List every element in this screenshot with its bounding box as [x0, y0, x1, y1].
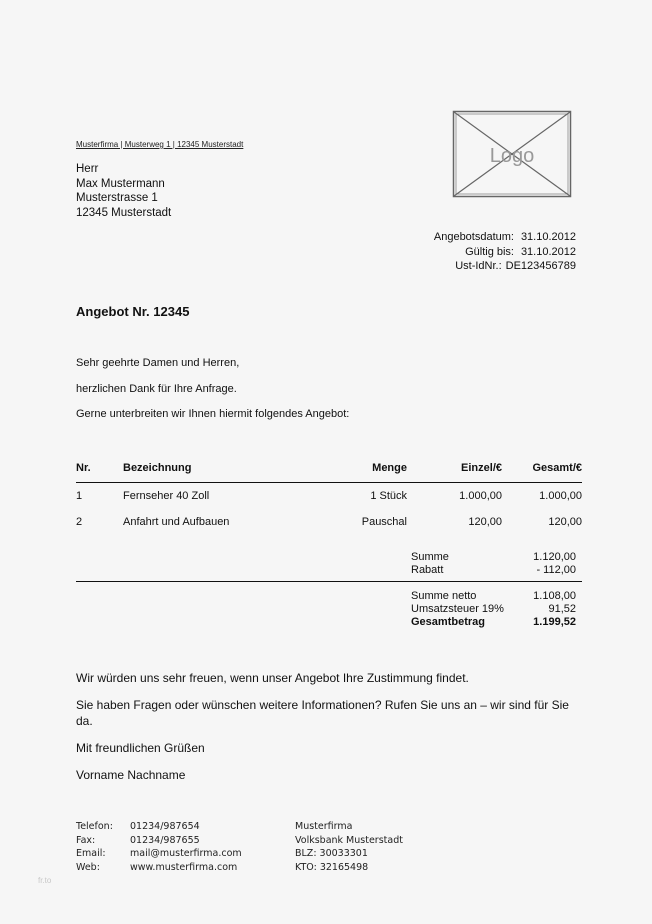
- sum-value: 1.120,00: [533, 551, 576, 563]
- col-bezeichnung: Bezeichnung: [123, 460, 303, 483]
- footer-web-value: www.musterfirma.com: [130, 861, 238, 873]
- footer-email-value: mail@musterfirma.com: [130, 848, 242, 859]
- meta-date-label: Angebotsdatum:: [433, 231, 514, 243]
- footer-blz: BLZ: 30033301: [295, 848, 368, 859]
- footer-fax-label: Fax:: [76, 834, 96, 846]
- recipient-salutation: Herr: [76, 163, 99, 175]
- sum-divider: [76, 581, 582, 582]
- recipient-address: [76, 162, 171, 220]
- sum-label: Summe: [411, 551, 449, 563]
- row-einzel: 1.000,00: [459, 490, 502, 502]
- sender-line: Musterfirma | Musterweg 1 | 12345 Musterstadt: [76, 140, 244, 149]
- document-title: Angebot Nr. 12345: [76, 304, 190, 319]
- col-menge: Menge: [303, 460, 407, 483]
- meta-valid-label: Gültig bis:: [465, 245, 514, 258]
- logo-placeholder: [452, 110, 572, 198]
- row-nr: 2: [76, 516, 83, 528]
- row-gesamt: 120,00: [548, 516, 582, 528]
- footer-email: [76, 847, 242, 861]
- intro-offer: Gerne unterbreiten wir Ihnen hiermit folgendes Angebot:: [76, 408, 350, 420]
- sum-row: [411, 551, 576, 564]
- closing-line-2: Sie haben Fragen oder wünschen weitere Informationen? Rufen Sie uns an – wir sind für Sie: [76, 698, 569, 712]
- total-block: [411, 590, 576, 629]
- footer-web: [76, 861, 242, 875]
- net-value: 1.108,00: [533, 590, 576, 602]
- meta-valid-value: 31.10.2012: [520, 245, 576, 258]
- row-menge: 1 Stück: [370, 490, 407, 502]
- intro-salutation: Sehr geehrte Damen und Herren,: [76, 357, 240, 369]
- footer-phone: [76, 820, 242, 834]
- footer-bank: [295, 820, 403, 874]
- vat-value: 91,52: [548, 603, 576, 615]
- meta-vat-value: DE123456789: [505, 260, 576, 272]
- meta-valid: [400, 245, 576, 260]
- recipient-city: 12345 Musterstadt: [76, 206, 172, 219]
- table-row: [76, 483, 582, 510]
- col-einzel: Einzel/€: [407, 460, 502, 483]
- row-nr: 1: [76, 490, 83, 502]
- signature-name: Vorname Nachname: [76, 768, 186, 782]
- meta-date-value: 31.10.2012: [520, 231, 576, 243]
- discount-value: - 112,00: [536, 564, 576, 576]
- footer-phone-value: 01234/987654: [130, 821, 200, 832]
- row-bezeichnung: Fernseher 40 Zoll: [123, 490, 210, 502]
- meta-vat-id: [400, 259, 576, 274]
- col-nr: Nr.: [76, 460, 123, 483]
- offer-meta: [400, 230, 576, 274]
- footer-company: Musterfirma: [295, 821, 353, 832]
- recipient-name: Max Mustermann: [76, 177, 165, 190]
- discount-row: [411, 564, 576, 577]
- vat-label: Umsatzsteuer 19%: [411, 603, 504, 615]
- logo-label: Logo: [489, 145, 535, 167]
- footer-web-label: Web:: [76, 861, 100, 873]
- closing-line-1: Wir würden uns sehr freuen, wenn unser Angebot Ihre Zustimmung findet.: [76, 671, 469, 685]
- table-row: [76, 509, 582, 535]
- footer-contact: [76, 820, 242, 874]
- footer-fax-value: 01234/987655: [130, 834, 200, 846]
- subtotal-block: [411, 551, 576, 577]
- net-row: [411, 590, 576, 603]
- footer-email-label: Email:: [76, 848, 106, 859]
- row-menge: Pauschal: [361, 516, 407, 528]
- vat-row: [411, 603, 576, 616]
- footer-fax: [76, 834, 242, 848]
- row-gesamt: 1.000,00: [539, 490, 582, 502]
- grand-total-row: [411, 616, 576, 629]
- footer-account: KTO: 32165498: [295, 861, 369, 873]
- row-einzel: 120,00: [468, 516, 502, 528]
- intro-thanks: herzlichen Dank für Ihre Anfrage.: [76, 383, 237, 395]
- col-gesamt: Gesamt/€: [502, 460, 582, 483]
- closing-line-2-cont: da.: [76, 714, 93, 728]
- grand-total-value: 1.199,52: [533, 616, 576, 628]
- meta-vat-label: Ust-IdNr.:: [455, 260, 502, 272]
- table-header-row: [76, 460, 582, 483]
- footer-phone-label: Telefon:: [76, 821, 113, 832]
- footer-bank-name: Volksbank Musterstadt: [295, 834, 403, 846]
- items-table: [76, 460, 582, 535]
- recipient-street: Musterstrasse 1: [76, 192, 158, 204]
- watermark: fr.to: [38, 876, 52, 885]
- net-label: Summe netto: [411, 590, 477, 602]
- discount-label: Rabatt: [411, 564, 444, 576]
- logo-image: [452, 110, 572, 198]
- meta-date: [400, 230, 576, 245]
- row-bezeichnung: Anfahrt und Aufbauen: [123, 516, 230, 528]
- grand-total-label: Gesamtbetrag: [411, 616, 485, 628]
- greeting: Mit freundlichen Grüßen: [76, 741, 205, 755]
